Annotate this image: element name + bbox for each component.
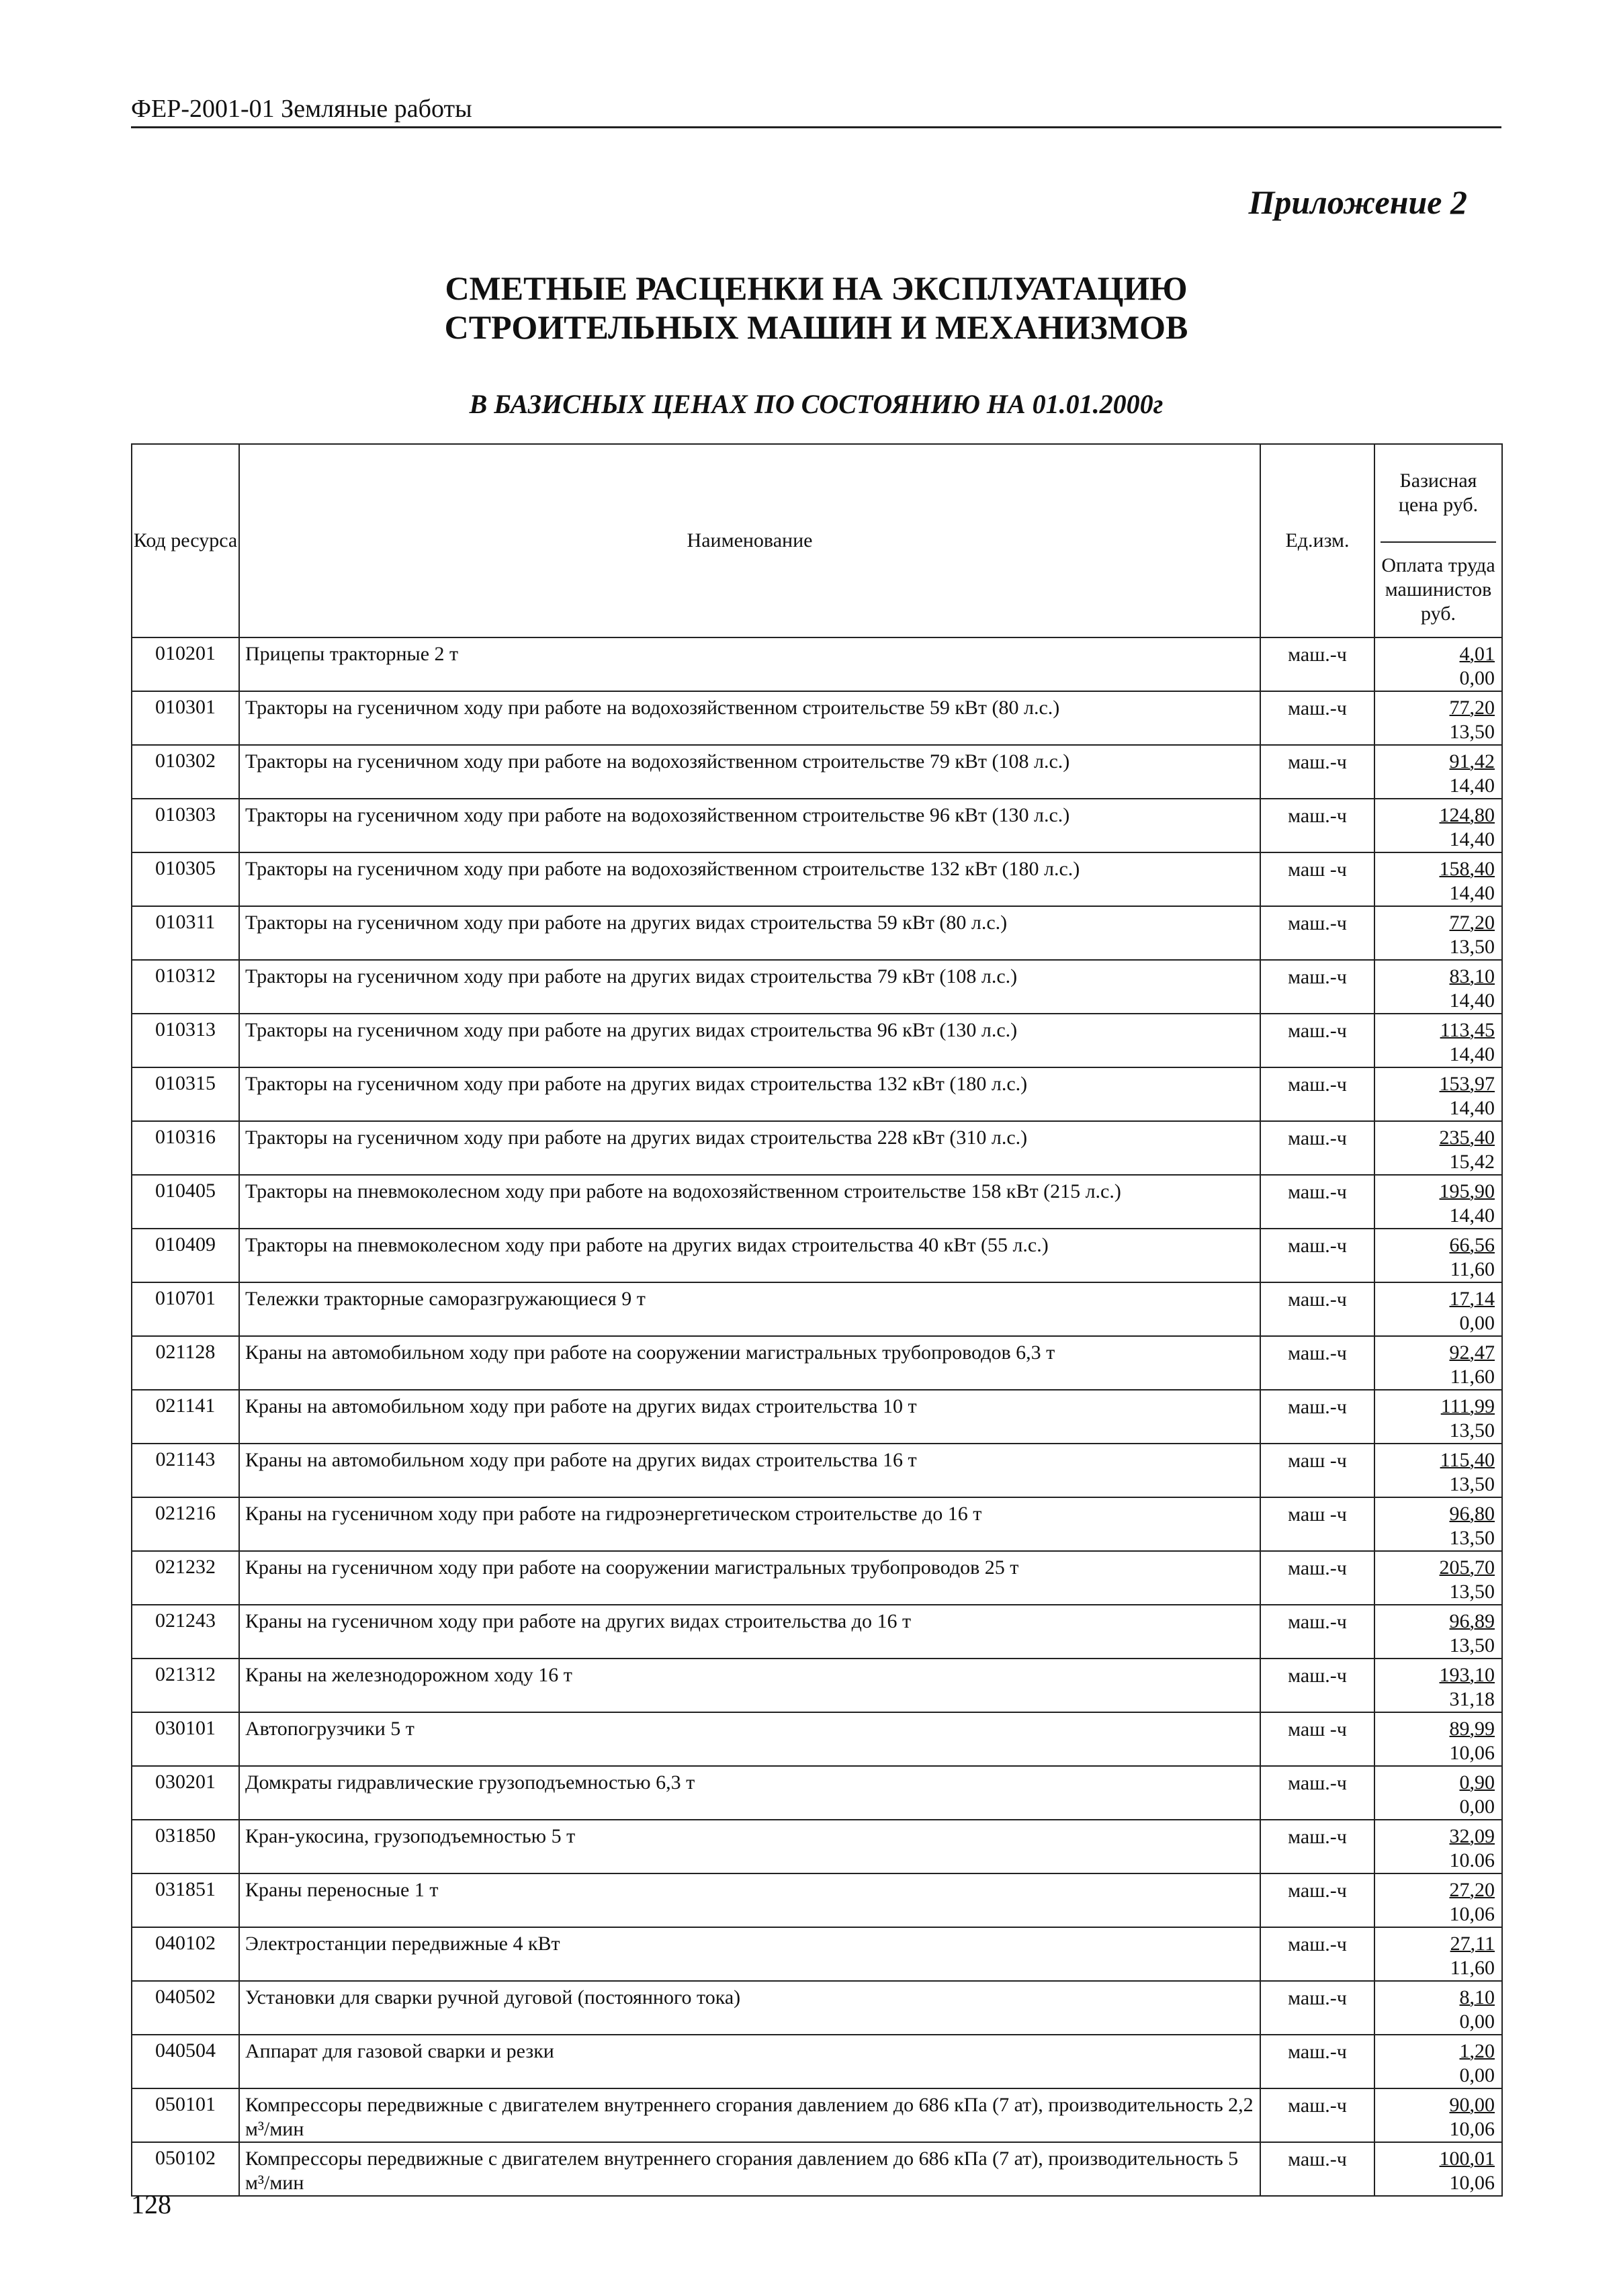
resource-code-cell: 021232 (132, 1551, 239, 1605)
resource-code-cell: 021216 (132, 1497, 239, 1551)
resource-name-cell: Тракторы на гусеничном ходу при работе на других видах строительства 59 кВт (80 л.с.) (239, 906, 1260, 960)
resource-code-cell: 030101 (132, 1712, 239, 1766)
running-header (131, 94, 1501, 128)
resource-code-cell: 030201 (132, 1766, 239, 1820)
resource-name-cell: Тракторы на пневмоколесном ходу при работе на других видах строительства 40 кВт (55 л.с.) (239, 1229, 1260, 1282)
labor-cost-value: 14,40 (1449, 882, 1495, 904)
base-price-value: 96,80 (1449, 1503, 1495, 1525)
column-header-name: Наименование (239, 444, 1260, 637)
labor-cost-value: 13,50 (1449, 936, 1495, 958)
resource-name-cell: Тракторы на гусеничном ходу при работе на других видах строительства 132 кВт (180 л.с.) (239, 1067, 1260, 1121)
column-header-labor-cost: Оплата труда машинистов руб. (1381, 554, 1495, 625)
price-cell (1374, 960, 1502, 1014)
price-cell (1374, 1820, 1502, 1873)
unit-cell: маш.-ч (1260, 1282, 1374, 1336)
unit-cell: маш -ч (1260, 852, 1374, 906)
resource-name-cell: Тракторы на гусеничном ходу при работе на водохозяйственном строительстве 132 кВт (180 л.с.) (239, 852, 1260, 906)
resource-name-cell: Краны на железнодорожном ходу 16 т (239, 1659, 1260, 1712)
resource-code-cell: 010701 (132, 1282, 239, 1336)
column-header-code: Код ресурса (132, 444, 239, 637)
base-price-value: 158,40 (1439, 858, 1495, 880)
labor-cost-value: 13,50 (1449, 1419, 1495, 1442)
price-cell (1374, 1282, 1502, 1336)
unit-cell: маш.-ч (1260, 1175, 1374, 1229)
resource-code-cell: 010409 (132, 1229, 239, 1282)
unit-cell: маш.-ч (1260, 745, 1374, 799)
base-price-value: 91,42 (1449, 750, 1495, 772)
resource-code-cell: 010301 (132, 691, 239, 745)
resource-code-cell: 010303 (132, 799, 239, 852)
resource-name-cell: Краны на автомобильном ходу при работе на других видах строительства 16 т (239, 1444, 1260, 1497)
unit-cell: маш.-ч (1260, 799, 1374, 852)
resource-name-cell: Компрессоры передвижные с двигателем внутреннего сгорания давлением до 686 кПа (7 ат), производительность 5 м³/мин (239, 2142, 1260, 2196)
unit-cell: маш.-ч (1260, 1551, 1374, 1605)
labor-cost-value: 11,60 (1450, 1366, 1495, 1388)
unit-cell: маш.-ч (1260, 1981, 1374, 2035)
base-price-value: 27,20 (1449, 1879, 1495, 1901)
unit-cell: маш.-ч (1260, 1873, 1374, 1927)
resource-name-cell: Краны на гусеничном ходу при работе на других видах строительства до 16 т (239, 1605, 1260, 1659)
price-cell (1374, 799, 1502, 852)
price-cell (1374, 1766, 1502, 1820)
resource-code-cell: 050101 (132, 2088, 239, 2142)
resource-name-cell: Тележки тракторные саморазгружающиеся 9 т (239, 1282, 1260, 1336)
table-row (132, 2088, 1502, 2142)
table-row (132, 1336, 1502, 1390)
resource-name-cell: Краны на гусеничном ходу при работе на гидроэнергетическом строительстве до 16 т (239, 1497, 1260, 1551)
unit-cell: маш.-ч (1260, 1927, 1374, 1981)
base-price-value: 77,20 (1449, 912, 1495, 934)
price-cell (1374, 1444, 1502, 1497)
resource-code-cell: 040504 (132, 2035, 239, 2088)
base-price-value: 111,99 (1440, 1395, 1495, 1417)
labor-cost-value: 10,06 (1449, 1903, 1495, 1925)
title-line-2: СТРОИТЕЛЬНЫХ МАШИН И МЕХАНИЗМОВ (444, 308, 1188, 346)
table-row (132, 1121, 1502, 1175)
table-row (132, 799, 1502, 852)
table-row (132, 637, 1502, 691)
unit-cell: маш.-ч (1260, 1390, 1374, 1444)
table-row (132, 691, 1502, 745)
resource-name-cell: Электростанции передвижные 4 кВт (239, 1927, 1260, 1981)
resource-code-cell: 031851 (132, 1873, 239, 1927)
unit-cell: маш.-ч (1260, 1014, 1374, 1067)
resource-name-cell: Краны переносные 1 т (239, 1873, 1260, 1927)
unit-cell: маш.-ч (1260, 1229, 1374, 1282)
unit-cell: маш.-ч (1260, 906, 1374, 960)
page-subtitle: В БАЗИСНЫХ ЦЕНАХ ПО СОСТОЯНИЮ НА 01.01.2000г (469, 389, 1164, 419)
unit-cell: маш.-ч (1260, 2142, 1374, 2196)
base-price-value: 27,11 (1450, 1933, 1495, 1955)
unit-cell: маш.-ч (1260, 637, 1374, 691)
resource-code-cell: 010313 (132, 1014, 239, 1067)
price-cell (1374, 1712, 1502, 1766)
resource-name-cell: Установки для сварки ручной дуговой (постоянного тока) (239, 1981, 1260, 2035)
price-cell (1374, 2142, 1502, 2196)
price-cell (1374, 745, 1502, 799)
page-number: 128 (131, 2189, 171, 2219)
price-cell (1374, 1551, 1502, 1605)
table-row (132, 1927, 1502, 1981)
resource-code-cell: 010311 (132, 906, 239, 960)
column-header-base-price: Базисная цена руб. (1381, 445, 1496, 543)
table-row (132, 1444, 1502, 1497)
resource-code-cell: 010316 (132, 1121, 239, 1175)
resource-code-cell: 040102 (132, 1927, 239, 1981)
labor-cost-value: 13,50 (1449, 1581, 1495, 1603)
unit-cell: маш.-ч (1260, 1067, 1374, 1121)
table-row (132, 852, 1502, 906)
base-price-value: 124,80 (1439, 804, 1495, 826)
unit-cell: маш.-ч (1260, 691, 1374, 745)
base-price-value: 32,09 (1449, 1825, 1495, 1847)
base-price-value: 195,90 (1439, 1180, 1495, 1202)
price-cell (1374, 1121, 1502, 1175)
base-price-value: 193,10 (1439, 1664, 1495, 1686)
resource-code-cell: 021243 (132, 1605, 239, 1659)
resource-name-cell: Кран-укосина, грузоподъемностью 5 т (239, 1820, 1260, 1873)
price-cell (1374, 1497, 1502, 1551)
labor-cost-value: 10,06 (1449, 1742, 1495, 1764)
price-cell (1374, 1873, 1502, 1927)
price-cell (1374, 691, 1502, 745)
price-cell (1374, 852, 1502, 906)
base-price-value: 113,45 (1440, 1019, 1495, 1041)
resource-name-cell: Тракторы на пневмоколесном ходу при работе на водохозяйственном строительстве 158 кВт (215 л.с.) (239, 1175, 1260, 1229)
labor-cost-value: 0,00 (1459, 2064, 1495, 2086)
labor-cost-value: 14,40 (1449, 775, 1495, 797)
labor-cost-value: 0,00 (1459, 2011, 1495, 2033)
price-cell (1374, 637, 1502, 691)
table-row (132, 1766, 1502, 1820)
price-cell (1374, 1175, 1502, 1229)
labor-cost-value: 13,50 (1449, 1527, 1495, 1549)
labor-cost-value: 14,40 (1449, 828, 1495, 850)
resource-name-cell: Краны на автомобильном ходу при работе на сооружении магистральных трубопроводов 6,3 т (239, 1336, 1260, 1390)
table-row (132, 1175, 1502, 1229)
base-price-value: 17,14 (1449, 1288, 1495, 1310)
price-cell (1374, 2088, 1502, 2142)
table-row (132, 1659, 1502, 1712)
labor-cost-value: 0,00 (1459, 667, 1495, 689)
labor-cost-value: 14,40 (1449, 1043, 1495, 1065)
resource-name-cell: Домкраты гидравлические грузоподъемностью 6,3 т (239, 1766, 1260, 1820)
table-row (132, 960, 1502, 1014)
base-price-value: 96,89 (1449, 1610, 1495, 1632)
unit-cell: маш -ч (1260, 1497, 1374, 1551)
labor-cost-value: 10,06 (1449, 2172, 1495, 2194)
price-cell (1374, 1605, 1502, 1659)
price-cell (1374, 1229, 1502, 1282)
resource-name-cell: Тракторы на гусеничном ходу при работе на других видах строительства 96 кВт (130 л.с.) (239, 1014, 1260, 1067)
labor-cost-value: 13,50 (1449, 721, 1495, 743)
base-price-value: 4,01 (1459, 643, 1495, 665)
base-price-value: 92,47 (1449, 1341, 1495, 1364)
unit-cell: маш.-ч (1260, 1336, 1374, 1390)
unit-cell: маш.-ч (1260, 1766, 1374, 1820)
base-price-value: 115,40 (1440, 1449, 1495, 1471)
resource-name-cell: Тракторы на гусеничном ходу при работе на других видах строительства 228 кВт (310 л.с.) (239, 1121, 1260, 1175)
resource-code-cell: 050102 (132, 2142, 239, 2196)
unit-cell: маш.-ч (1260, 2088, 1374, 2142)
table-row (132, 1497, 1502, 1551)
labor-cost-value: 31,18 (1449, 1688, 1495, 1710)
labor-cost-value: 10.06 (1449, 1849, 1495, 1871)
table-row (132, 1981, 1502, 2035)
unit-cell: маш.-ч (1260, 1820, 1374, 1873)
unit-cell: маш.-ч (1260, 2035, 1374, 2088)
base-price-value: 153,97 (1439, 1073, 1495, 1095)
resource-code-cell: 010315 (132, 1067, 239, 1121)
labor-cost-value: 14,40 (1449, 989, 1495, 1012)
table-row (132, 1390, 1502, 1444)
unit-cell: маш.-ч (1260, 1605, 1374, 1659)
base-price-value: 100,01 (1439, 2148, 1495, 2170)
resource-name-cell: Тракторы на гусеничном ходу при работе на других видах строительства 79 кВт (108 л.с.) (239, 960, 1260, 1014)
table-row (132, 745, 1502, 799)
resource-name-cell: Краны на автомобильном ходу при работе на других видах строительства 10 т (239, 1390, 1260, 1444)
table-body (132, 637, 1502, 2196)
price-cell (1374, 1067, 1502, 1121)
table-row (132, 1605, 1502, 1659)
table-row (132, 1014, 1502, 1067)
resource-code-cell: 021312 (132, 1659, 239, 1712)
labor-cost-value: 13,50 (1449, 1473, 1495, 1495)
resource-name-cell: Тракторы на гусеничном ходу при работе на водохозяйственном строительстве 59 кВт (80 л.с.) (239, 691, 1260, 745)
price-cell (1374, 1659, 1502, 1712)
resource-name-cell: Автопогрузчики 5 т (239, 1712, 1260, 1766)
table-row (132, 2035, 1502, 2088)
resource-name-cell: Тракторы на гусеничном ходу при работе на водохозяйственном строительстве 79 кВт (108 л.с.) (239, 745, 1260, 799)
price-cell (1374, 1390, 1502, 1444)
resource-code-cell: 021143 (132, 1444, 239, 1497)
resource-code-cell: 010312 (132, 960, 239, 1014)
labor-cost-value: 0,00 (1459, 1796, 1495, 1818)
column-header-price (1374, 444, 1502, 637)
unit-cell: маш -ч (1260, 1444, 1374, 1497)
table-row (132, 906, 1502, 960)
resource-code-cell: 021128 (132, 1336, 239, 1390)
base-price-value: 66,56 (1449, 1234, 1495, 1256)
table-row (132, 1820, 1502, 1873)
price-cell (1374, 1336, 1502, 1390)
unit-cell: маш.-ч (1260, 1659, 1374, 1712)
table-row (132, 1229, 1502, 1282)
resource-code-cell: 031850 (132, 1820, 239, 1873)
resource-name-cell: Аппарат для газовой сварки и резки (239, 2035, 1260, 2088)
labor-cost-value: 0,00 (1459, 1312, 1495, 1334)
base-price-value: 83,10 (1449, 965, 1495, 987)
price-cell (1374, 906, 1502, 960)
base-price-value: 0,90 (1459, 1771, 1495, 1794)
resource-name-cell: Краны на гусеничном ходу при работе на сооружении магистральных трубопроводов 25 т (239, 1551, 1260, 1605)
resource-code-cell: 010305 (132, 852, 239, 906)
base-price-value: 1,20 (1459, 2040, 1495, 2062)
resource-name-cell: Тракторы на гусеничном ходу при работе на водохозяйственном строительстве 96 кВт (130 л.с.) (239, 799, 1260, 852)
base-price-value: 205,70 (1439, 1556, 1495, 1579)
resource-code-cell: 010201 (132, 637, 239, 691)
resource-code-cell: 010405 (132, 1175, 239, 1229)
base-price-value: 89,99 (1449, 1718, 1495, 1740)
unit-cell: маш.-ч (1260, 960, 1374, 1014)
table-row (132, 1873, 1502, 1927)
resource-name-cell: Прицепы тракторные 2 т (239, 637, 1260, 691)
labor-cost-value: 14,40 (1449, 1204, 1495, 1227)
table-row (132, 2142, 1502, 2196)
table-row (132, 1282, 1502, 1336)
resource-name-cell: Компрессоры передвижные с двигателем внутреннего сгорания давлением до 686 кПа (7 ат), производительность 2,2 м³/мин (239, 2088, 1260, 2142)
table-row (132, 1067, 1502, 1121)
unit-cell: маш.-ч (1260, 1121, 1374, 1175)
resource-code-cell: 040502 (132, 1981, 239, 2035)
labor-cost-value: 11,60 (1450, 1957, 1495, 1979)
price-cell (1374, 1014, 1502, 1067)
table-row (132, 1712, 1502, 1766)
price-cell (1374, 1981, 1502, 2035)
labor-cost-value: 13,50 (1449, 1634, 1495, 1657)
base-price-value: 235,40 (1439, 1127, 1495, 1149)
price-cell (1374, 2035, 1502, 2088)
base-price-value: 90,00 (1449, 2094, 1495, 2116)
price-cell (1374, 1927, 1502, 1981)
rates-table (131, 443, 1503, 2197)
base-price-value: 8,10 (1459, 1986, 1495, 2008)
labor-cost-value: 11,60 (1450, 1258, 1495, 1280)
appendix-label: Приложение 2 (1248, 183, 1467, 221)
unit-cell: маш -ч (1260, 1712, 1374, 1766)
labor-cost-value: 14,40 (1449, 1097, 1495, 1119)
column-header-unit: Ед.изм. (1260, 444, 1374, 637)
base-price-value: 77,20 (1449, 697, 1495, 719)
resource-code-cell: 021141 (132, 1390, 239, 1444)
table-row (132, 1551, 1502, 1605)
resource-code-cell: 010302 (132, 745, 239, 799)
table-header-row (132, 444, 1502, 637)
title-line-1: СМЕТНЫЕ РАСЦЕНКИ НА ЭКСПЛУАТАЦИЮ (445, 269, 1188, 307)
running-title: ФЕР-2001-01 Земляные работы (131, 95, 472, 123)
labor-cost-value: 15,42 (1449, 1151, 1495, 1173)
labor-cost-value: 10,06 (1449, 2118, 1495, 2140)
page-title (131, 269, 1501, 347)
